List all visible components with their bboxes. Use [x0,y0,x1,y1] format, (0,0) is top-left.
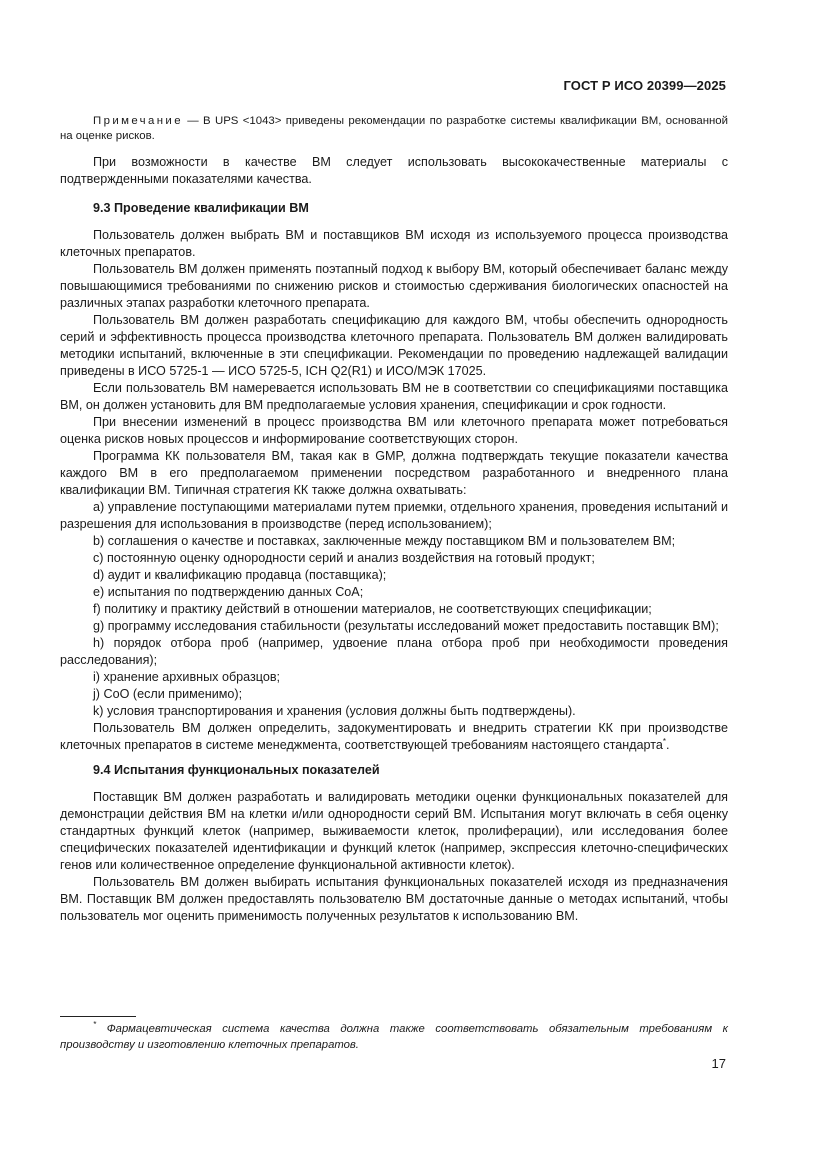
paragraph: Поставщик ВМ должен разработать и валидировать методики оценки функциональных показателей для демонстрации действия ВМ на клетки и/или однородности серий ВМ. Испытания могут включать в себя оценку стандартных функций клеток (например, выживаемости клеток, пролиферации), или исследования более специфических показателей идентификации и функций клеток (например, экспрессия клеточно-специфических генов или количественное определение функциональной активности клеток). [60,790,728,872]
footnote-mark: * [93,1020,97,1030]
page-number: 17 [711,1056,726,1071]
paragraph: Если пользователь ВМ намеревается использовать ВМ не в соответствии со спецификациями поставщика ВМ, он должен установить для ВМ предполагаемые условия хранения, спецификации и срок годности. [60,381,728,412]
closing-text: Пользователь ВМ должен определить, задокументировать и внедрить стратегии КК при производстве клеточных препаратов в системе менеджмента, соответствующей требованиям настоящего стандарта [60,721,728,752]
note-text: — В UPS <1043> приведены рекомендации по разработке системы квалификации ВМ, основанной на оценке рисков. [60,115,728,142]
list-item: k) условия транспортирования и хранения (условия должны быть подтверждены). [93,704,576,718]
paragraph: Пользователь ВМ должен выбирать испытания функциональных показателей исходя из предназначения ВМ. Поставщик ВМ должен предоставлять пользователю ВМ достаточные данные о методах испытаний, чтобы пользователь мог оценить применимость полученных результатов к использованию ВМ. [60,875,728,923]
list-item: а) управление поступающими материалами путем приемки, отдельного хранения, проведения испытаний и разрешения для использования в производстве (перед использованием); [60,500,728,531]
closing-period: . [666,738,670,752]
footnote [60,1021,728,1053]
list-item: j) CoO (если применимо); [93,687,243,701]
list-item: b) соглашения о качестве и поставках, заключенные между поставщиком ВМ и пользователем ВМ; [93,534,676,548]
closing-paragraph [60,720,728,754]
document-id: ГОСТ Р ИСО 20399—2025 [563,78,726,93]
list-item: g) программу исследования стабильности (результаты исследований может предоставить поставщик ВМ); [93,619,719,633]
paragraph: Пользователь ВМ должен применять поэтапный подход к выбору ВМ, который обеспечивает баланс между повышающимися требованиями по снижению рисков и стоимостью сдерживания биологических опасностей на различных этапах разработки клеточного препарата. [60,262,728,310]
list-item: c) постоянную оценку однородности серий и анализ воздействия на готовый продукт; [93,551,595,565]
list-item: i) хранение архивных образцов; [93,670,281,684]
list-item: f) политику и практику действий в отношении материалов, не соответствующих спецификации; [93,602,652,616]
paragraph: Программа КК пользователя ВМ, такая как в GMP, должна подтверждать текущие показатели качества каждого ВМ в его предполагаемом применении посредством разработанного и внедренного плана квалификации ВМ. Типичная стратегия КК также должна охватывать: [60,449,728,497]
list-item: d) аудит и квалификацию продавца (поставщика); [93,568,387,582]
list-item: e) испытания по подтверждению данных CoA; [93,585,364,599]
note-label: Примечание [93,115,183,127]
intro-paragraph: При возможности в качестве ВМ следует использовать высококачественные материалы с подтвержденными показателями качества. [60,155,728,186]
paragraph: При внесении изменений в процесс производства ВМ или клеточного препарата может потребоваться оценка рисков новых процессов и информирование соответствующих сторон. [60,415,728,446]
footnote-text: Фармацевтическая система качества должна также соответствовать обязательным требованиям к производству и изготовлению клеточных препаратов. [60,1023,728,1051]
paragraph: Пользователь должен выбрать ВМ и поставщиков ВМ исходя из используемого процесса производства клеточных препаратов. [60,228,728,259]
page-body [60,114,728,925]
section-9-3-heading: 9.3 Проведение квалификации ВМ [93,201,309,215]
list-item: h) порядок отбора проб (например, удвоение плана отбора проб при необходимости проведения расследования); [60,636,728,667]
paragraph: Пользователь ВМ должен разработать спецификацию для каждого ВМ, чтобы обеспечить однородность серий и эффективность процесса производства клеточного препарата. Пользователь ВМ должен валидировать методики испытаний, включенные в эти спецификации. Рекомендации по проведению надлежащей валидации приведены в ИСО 5725-1 — ИСО 5725-5, ICH Q2(R1) и ИСО/МЭК 17025. [60,313,728,378]
note [60,114,728,144]
footnote-reference: * [662,736,666,746]
section-9-4-heading: 9.4 Испытания функциональных показателей [93,763,380,777]
footnote-divider [60,1016,136,1017]
